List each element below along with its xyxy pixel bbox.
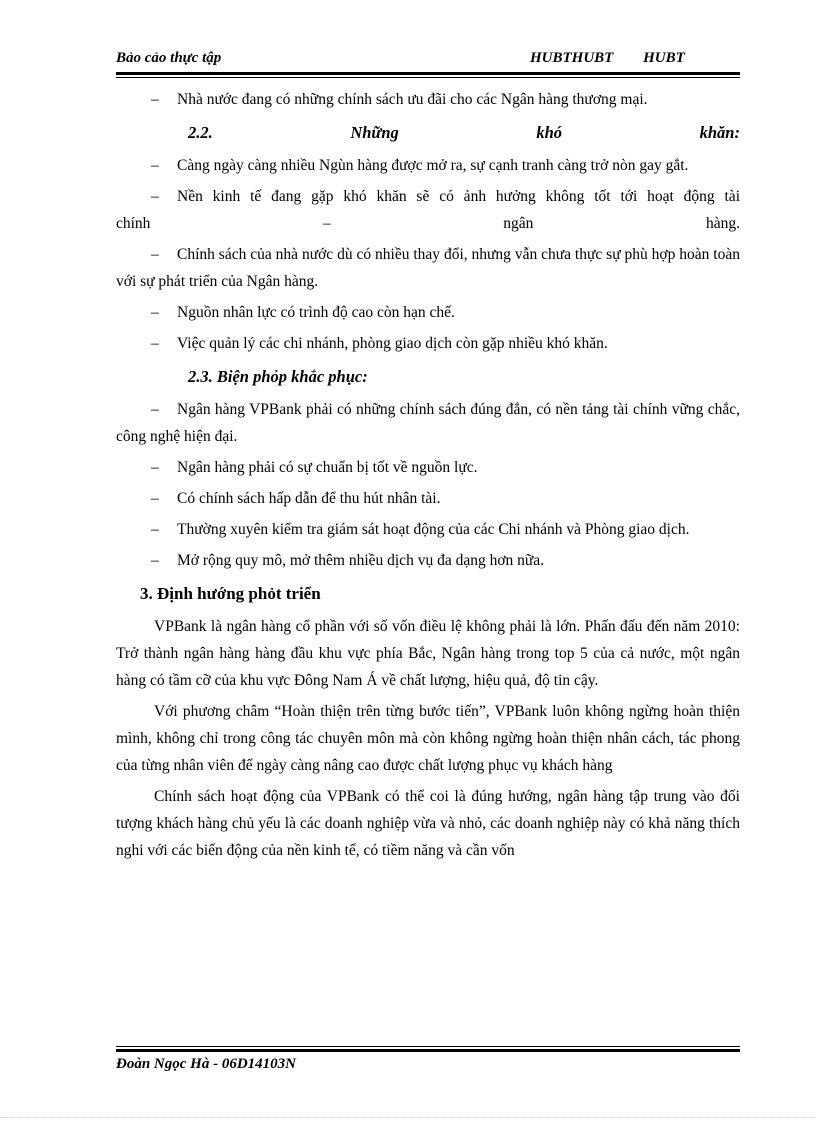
bullet-text: Chính sách của nhà nước dù có nhiều thay đổi, nhưng vẫn chưa thực sự phù hợp hoàn toàn với sự phát triển của Ngân hàng. — [116, 246, 740, 290]
heading-word: khó — [536, 123, 563, 142]
bullet-dash: – — [151, 91, 159, 108]
page-bottom-dotted-line — [0, 1117, 816, 1118]
bullet-remedy-1 — [116, 396, 740, 450]
footer-author: Đoàn Ngọc Hà - 06D14103N — [116, 1056, 296, 1072]
bullet-remedy-5 — [116, 547, 740, 574]
bullet-remedy-3 — [116, 485, 740, 512]
bullet-text: Có chính sách hấp dẫn để thu hút nhân tài. — [177, 490, 441, 507]
bullet-dash: – — [151, 335, 159, 352]
paragraph-3: Chính sách hoạt động của VPBank có thể coi là đúng hướng, ngân hàng tập trung vào đối tượng khách hàng chủ yếu là các doanh nghiệp vừa và nhỏ, các doanh nghiệp này có khả năng thích nghi với các biến động của nền kinh tế, có tiềm năng và cần vốn — [116, 788, 740, 859]
heading-3: 3. Định hướng phỏt triển — [140, 584, 321, 603]
paragraph-1: VPBank là ngân hàng cổ phần với số vốn điều lệ không phải là lớn. Phấn đấu đến năm 2010: Trở thành ngân hàng hàng đầu khu vực phía Bắc, Ngân hàng trong top 5 của cả nước, một ngân hàng có tầm cỡ của khu vực Đông Nam Á về chất lượng, hiệu quả, độ tin cậy. — [116, 618, 740, 689]
header-report-title: Bảo cảo thực tập — [116, 50, 222, 66]
bullet-text: Nguồn nhân lực có trình độ cao còn hạn chế. — [177, 304, 455, 321]
word: chính — [116, 215, 151, 232]
paragraph-2: Với phương châm “Hoàn thiện trên từng bước tiến”, VPBank luôn không ngừng hoàn thiện mình, không chỉ trong công tác chuyên môn mà còn không ngừng hoàn thiện nhân cách, tác phong của từng nhân viên để ngày càng nâng cao được chất lượng phục vụ khách hàng — [116, 703, 740, 774]
bullet-text: Ngân hàng phải có sự chuẩn bị tốt về nguồn lực. — [177, 459, 478, 476]
heading-word: khăn: — [699, 123, 740, 142]
heading-number: 2.2. — [188, 123, 213, 142]
bullet-difficulty-1 — [116, 152, 740, 179]
bullet-difficulty-3 — [116, 241, 740, 295]
heading-2-2 — [116, 119, 740, 146]
bullet-difficulty-2 — [116, 183, 740, 237]
page-body — [116, 86, 740, 868]
bullet-difficulty-4 — [116, 299, 740, 326]
header-double-rule — [116, 72, 740, 78]
header-school-name: HUBTHUBT HUBT — [530, 50, 685, 66]
bullet-dash: – — [151, 401, 159, 418]
heading-word: Những — [350, 123, 399, 142]
bullet-spread-line — [116, 210, 740, 237]
word: hàng. — [705, 215, 740, 232]
bullet-dash: – — [151, 552, 159, 569]
bullet-text: Thường xuyên kiểm tra giám sát hoạt động của các Chi nhánh và Phòng giao dịch. — [177, 521, 690, 538]
bullet-dash: – — [151, 304, 159, 321]
bullet-text: Mở rộng quy mô, mở thêm nhiều dịch vụ đa dạng hơn nữa. — [177, 552, 545, 569]
bullet-dash: – — [151, 459, 159, 476]
bullet-dash: – — [151, 157, 159, 174]
bullet-text: Càng ngày càng nhiều Ngùn hàng được mở ra, sự cạnh tranh càng trở nòn gay gắt. — [177, 157, 689, 174]
word: ngân — [503, 215, 534, 232]
word: – — [322, 215, 331, 232]
bullet-text: Nền kinh tế đang gặp khó khăn sẽ có ảnh hưởng không tốt tới hoạt động tài — [177, 188, 740, 205]
bullet-text: Việc quản lý các chi nhánh, phòng giao dịch còn gặp nhiều khó khăn. — [177, 335, 608, 352]
bullet-remedy-2 — [116, 454, 740, 481]
bullet-dash: – — [151, 521, 159, 538]
heading-2-3: 2.3. Biện phỏp khắc phục: — [188, 367, 368, 386]
footer-double-rule — [116, 1046, 740, 1052]
bullet-text: Nhà nước đang có những chính sách ưu đãi cho các Ngân hàng thương mại. — [177, 91, 648, 108]
bullet-intro — [116, 86, 740, 113]
bullet-dash: – — [151, 246, 159, 263]
bullet-remedy-4 — [116, 516, 740, 543]
bullet-dash: – — [151, 188, 159, 205]
page-header — [116, 44, 740, 70]
bullet-text: Ngân hàng VPBank phải có những chính sách đúng đắn, có nền tảng tài chính vững chắc, công nghệ hiện đại. — [116, 401, 740, 445]
bullet-difficulty-5 — [116, 330, 740, 357]
bullet-dash: – — [151, 490, 159, 507]
